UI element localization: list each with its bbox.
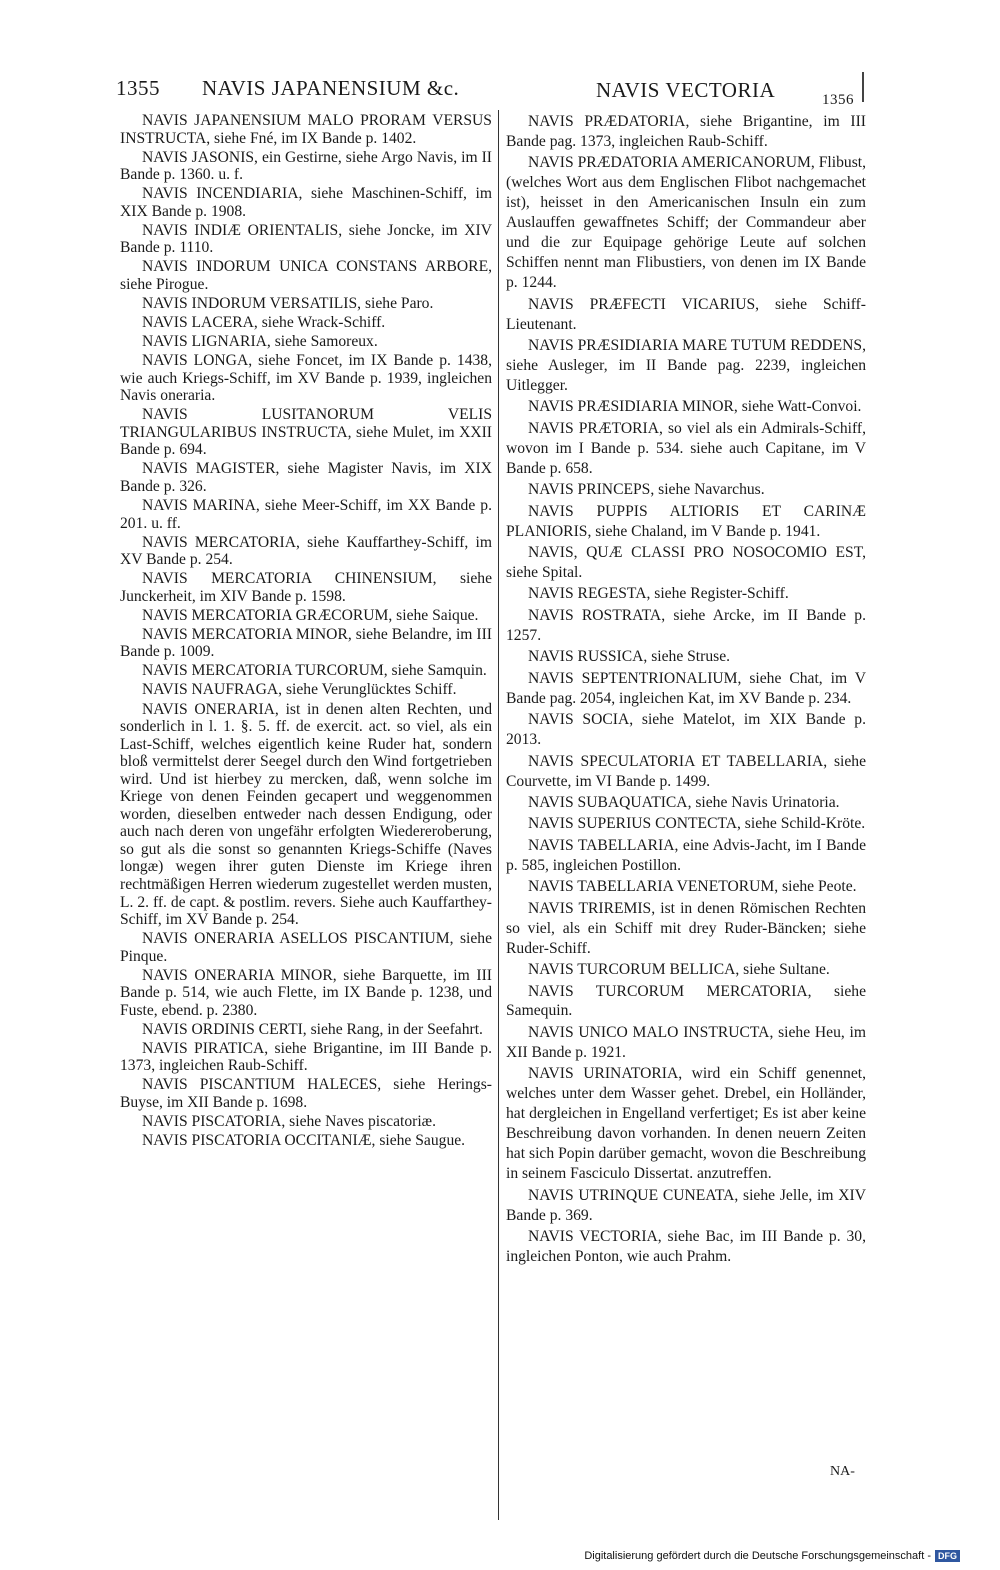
dictionary-entry: NAVIS MARINA, siehe Meer-Schiff, im XX Bande p. 201. u. ff. [120,496,492,532]
running-title-left: NAVIS JAPANENSIUM &c. [202,76,460,100]
dictionary-entry: NAVIS SUBAQUATICA, siehe Navis Urinatoria. [528,793,840,811]
dictionary-entry: NAVIS TRIREMIS, ist in denen Römischen Rechten so viel, als ein Schiff mit drey Ruder-Bäncken; siehe Ruder-Schiff. [506,899,866,957]
dictionary-entry: NAVIS ONERARIA MINOR, siehe Barquette, im III Bande p. 514, wie auch Flette, im IX Bande p. 1238, und Fuste, ebend. p. 2380. [120,966,492,1019]
dictionary-entry: NAVIS ORDINIS CERTI, siehe Rang, in der Seefahrt. [142,1020,483,1038]
dictionary-entry: NAVIS PRÆTORIA, so viel als ein Admirals-Schiff, wovon im I Bande p. 534. siehe auch Capitane, im V Bande p. 658. [506,419,866,477]
dictionary-entry: NAVIS, QUÆ CLASSI PRO NOSOCOMIO EST, siehe Spital. [506,544,866,581]
dfg-logo: DFG [935,1550,960,1562]
dictionary-entry: NAVIS SEPTENTRIONALIUM, siehe Chat, im V Bande pag. 2054, ingleichen Kat, im XV Bande p. 234. [506,669,866,707]
dictionary-entry: NAVIS LIGNARIA, siehe Samoreux. [142,333,378,351]
running-header [110,72,870,106]
dictionary-entry: NAVIS INDORUM UNICA CONSTANS ARBORE, siehe Pirogue. [120,258,492,293]
dictionary-entry: NAVIS PRÆSIDIARIA MINOR, siehe Watt-Convoi. [528,398,862,416]
dictionary-entry: NAVIS TURCORUM BELLICA, siehe Sultane. [528,961,830,979]
page-number-right: 1356 [822,92,854,108]
dictionary-entry: NAVIS MERCATORIA CHINENSIUM, siehe Junckerheit, im XIV Bande p. 1598. [120,570,492,605]
dictionary-entry: NAVIS ONERARIA, ist in denen alten Rechten, und sonderlich in l. 1. §. 5. ff. de exercit. act. so viel, als ein Last-Schiff, welches eigentlich keine Ruder hat, sondern bloß vermittelst derer Seegel durch den Wind fortgetrieben wird. Und ist hierbey zu mercken, daß, wenn solche im Kriege von denen Feinden gecapert und weggenommen worden, dieselben entweder nach dessen Endigung, oder auch nach deren von ungefähr erfolgten Wiedereroberung, so gut als die sonst so genannten Kriegs-Schiffe (Naves longæ) wegen ihrer guten Dienste im Kriege ihren rechtmäßigen Herren wiederum zugestellet werden musten, L. 2. ff. de capt. & postlim. revers. Siehe auch Kauffarthey-Schiff, im XV Bande p. 254. [120,700,492,929]
dictionary-entry: NAVIS PIRATICA, siehe Brigantine, im III Bande p. 1373, ingleichen Raub-Schiff. [120,1039,492,1075]
dictionary-entry: NAVIS PISCANTIUM HALECES, siehe Herings-Buyse, im XII Bande p. 1698. [120,1076,492,1112]
dictionary-entry: NAVIS INCENDIARIA, siehe Maschinen-Schiff, im XIX Bande p. 1908. [120,185,492,220]
column-divider [498,110,499,1520]
dictionary-entry: NAVIS PRINCEPS, siehe Navarchus. [528,481,765,499]
dictionary-entry: NAVIS SPECULATORIA ET TABELLARIA, siehe Courvette, im VI Bande p. 1499. [506,752,866,790]
dictionary-entry: NAVIS PRÆDATORIA, siehe Brigantine, im III Bande pag. 1373, ingleichen Raub-Schiff. [506,113,866,150]
running-title-right: NAVIS VECTORIA [596,78,776,102]
dictionary-entry: NAVIS PISCATORIA, siehe Naves piscatoriæ. [142,1113,436,1131]
dictionary-entry: NAVIS ONERARIA ASELLOS PISCANTIUM, siehe Pinque. [120,930,492,965]
dictionary-entry: NAVIS JAPANENSIUM MALO PRORAM VERSUS INSTRUCTA, siehe Fné, im IX Bande p. 1402. [120,112,492,147]
dictionary-entry: NAVIS MERCATORIA, siehe Kauffarthey-Schiff, im XV Bande p. 254. [120,533,492,569]
dictionary-entry: NAVIS PISCATORIA OCCITANIÆ, siehe Saugue. [142,1132,466,1150]
catchword: NA- [830,1464,855,1479]
dictionary-entry: NAVIS SUPERIUS CONTECTA, siehe Schild-Kröte. [528,815,866,833]
dictionary-entry: NAVIS RUSSICA, siehe Struse. [528,648,731,666]
book-page [110,72,870,1492]
dictionary-entry: NAVIS VECTORIA, siehe Bac, im III Bande p. 30, ingleichen Ponton, wie auch Prahm. [506,1227,866,1265]
dictionary-entry: NAVIS PRÆFECTI VICARIUS, siehe Schiff-Lieutenant. [506,295,866,333]
dictionary-entry: NAVIS MERCATORIA GRÆCORUM, siehe Saique. [142,606,479,624]
dictionary-entry: NAVIS UTRINQUE CUNEATA, siehe Jelle, im XIV Bande p. 369. [506,1186,866,1224]
dictionary-entry: NAVIS TABELLARIA VENETORUM, siehe Peote. [528,878,857,896]
dictionary-entry: NAVIS TURCORUM MERCATORIA, siehe Samequin. [506,982,866,1020]
dictionary-entry: NAVIS NAUFRAGA, siehe Verunglücktes Schiff. [142,681,457,699]
digitization-footer [584,1550,960,1562]
dictionary-entry: NAVIS PUPPIS ALTIORIS ET CARINÆ PLANIORIS, siehe Chaland, im V Bande p. 1941. [506,502,866,540]
dictionary-entry: NAVIS JASONIS, ein Gestirne, siehe Argo Navis, im II Bande p. 1360. u. f. [120,148,492,184]
dictionary-entry: NAVIS INDIÆ ORIENTALIS, siehe Joncke, im XIV Bande p. 1110. [120,221,492,257]
dictionary-entry: NAVIS MAGISTER, siehe Magister Navis, im XIX Bande p. 326. [120,460,492,495]
dictionary-entry: NAVIS ROSTRATA, siehe Arcke, im II Bande p. 1257. [506,606,866,644]
dictionary-entry: NAVIS LACERA, siehe Wrack-Schiff. [142,314,386,332]
dictionary-entry: NAVIS LUSITANORUM VELIS TRIANGULARIBUS INSTRUCTA, siehe Mulet, im XXII Bande p. 694. [120,406,492,459]
dictionary-entry: NAVIS LONGA, siehe Foncet, im IX Bande p. 1438, wie auch Kriegs-Schiff, im XV Bande p. 1939, ingleichen Navis oneraria. [120,352,492,405]
dictionary-entry: NAVIS MERCATORIA TURCORUM, siehe Samquin. [142,662,487,680]
dictionary-entry: NAVIS UNICO MALO INSTRUCTA, siehe Heu, im XII Bande p. 1921. [506,1023,866,1061]
dictionary-entry: NAVIS SOCIA, siehe Matelot, im XIX Bande p. 2013. [506,711,866,749]
footer-text: Digitalisierung gefördert durch die Deutsche Forschungsgemeinschaft - [584,1550,931,1562]
dictionary-entry: NAVIS PRÆDATORIA AMERICANORUM, Flibust, (welches Wort aus dem Englischen Flibot nachgemachet ist), heisset in den Americanischen Insuln ein zum Auslauffen gewaffnetes Schiff; der Commandeur aber und die zur Equipage gehörige Leute auf solchen Schiffen nennt man Flibustiers, von denen im IX Bande p. 1244. [506,154,866,292]
right-column [506,112,866,1268]
left-column [120,112,492,1151]
dictionary-entry: NAVIS URINATORIA, wird ein Schiff genennet, welches unter dem Wasser gehet. Drebel, ein Holländer, hat dergleichen in Engelland verfertiget; Es ist aber keine Beschreibung davon vorhanden. In denen neuern Zeiten hat sich Popin darüber gemacht, wovon die Beschreibung in seinem Fasciculo Dissertat. anzutreffen. [506,1065,866,1183]
dictionary-entry: NAVIS REGESTA, siehe Register-Schiff. [528,585,789,603]
page-edge-mark [862,72,864,102]
dictionary-entry: NAVIS INDORUM VERSATILIS, siehe Paro. [142,294,434,312]
dictionary-entry: NAVIS TABELLARIA, eine Advis-Jacht, im I Bande p. 585, ingleichen Postillon. [506,836,866,874]
dictionary-entry: NAVIS MERCATORIA MINOR, siehe Belandre, im III Bande p. 1009. [120,625,492,661]
page-number-left: 1355 [116,76,160,100]
dictionary-entry: NAVIS PRÆSIDIARIA MARE TUTUM REDDENS, siehe Ausleger, im II Bande pag. 2239, ingleichen Uitlegger. [506,336,866,394]
